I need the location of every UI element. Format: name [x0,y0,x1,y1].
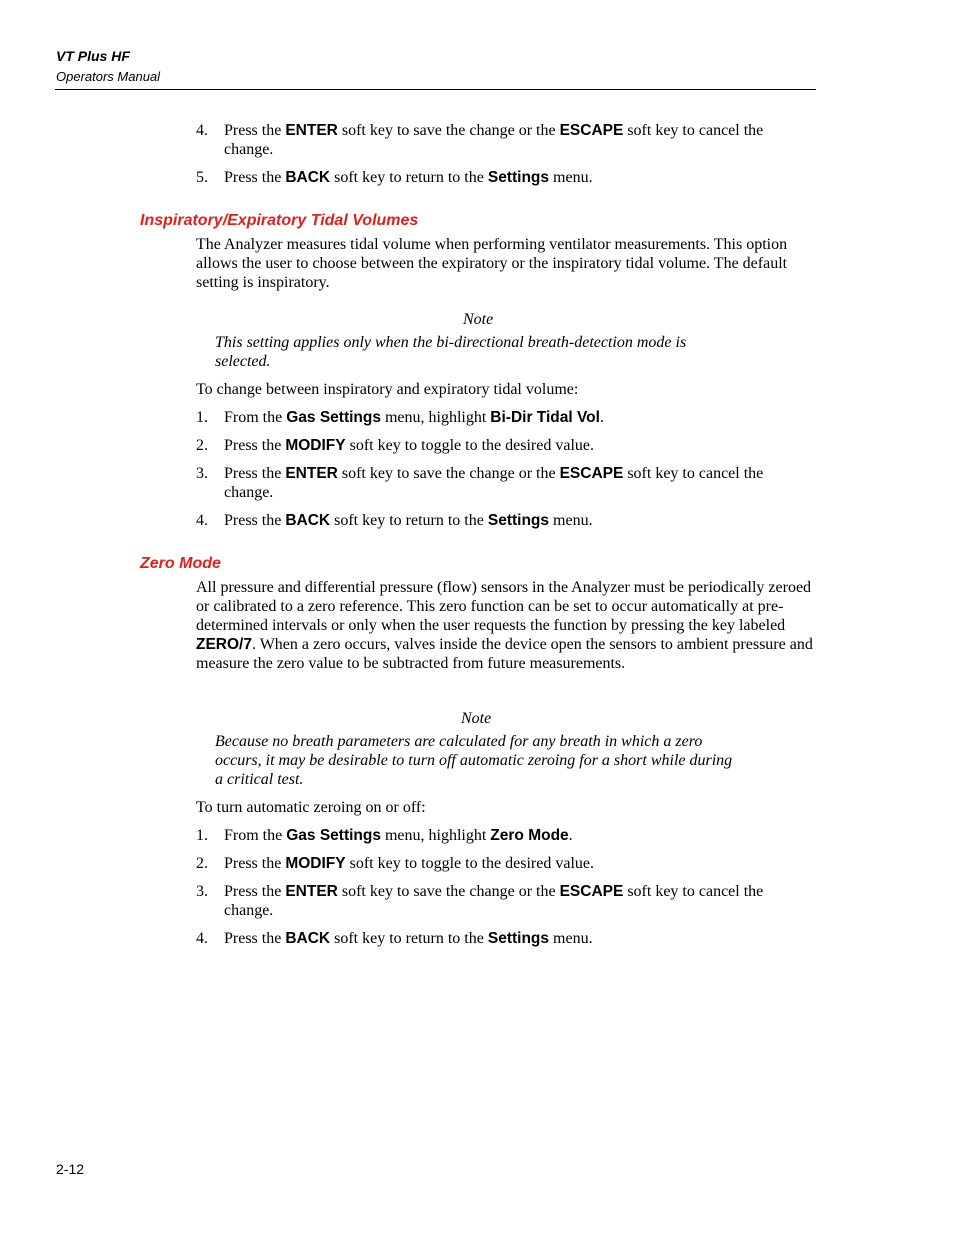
step-text: Press the ENTER soft key to save the change or the ESCAPE soft key to cancel the change. [224,122,764,158]
step-text: Press the BACK soft key to return to the Settings menu. [224,930,593,947]
key-term: MODIFY [285,437,346,454]
key-term: BACK [285,512,331,529]
step-text: Press the BACK soft key to return to the Settings menu. [224,169,593,186]
key-term: ESCAPE [559,883,624,900]
key-term: Gas Settings [286,409,381,426]
step-text: From the Gas Settings menu, highlight Zero Mode. [224,827,573,844]
note-label: Note [463,311,494,328]
step [196,826,816,845]
step [196,121,816,159]
step [196,168,816,187]
step-number: 4. [196,512,208,529]
note-text: Because no breath parameters are calculated for any breath in which a zero occurs, it may be desirable to turn off automatic zeroing for a short while during a critical test. [215,733,733,788]
step-text: From the Gas Settings menu, highlight Bi-Dir Tidal Vol. [224,409,604,426]
key-term: BACK [285,169,331,186]
running-header-subtitle: Operators Manual [56,69,161,84]
step [196,408,816,427]
key-term: ESCAPE [559,465,624,482]
zero-mode-paragraph: All pressure and differential pressure (flow) sensors in the Analyzer must be periodically zeroed or calibrated to a zero reference. This zero function can be set to occur automatically at pre-determined intervals or only when the user requests the function by pressing the key labeled ZERO/7. When a zero occurs, valves inside the device open the sensors to ambient pressure and measure the zero value to be subtracted from future measurements. [196,579,813,672]
key-term: ENTER [285,883,338,900]
key-term: Settings [487,512,550,529]
step-number: 4. [196,930,208,947]
step-text: Press the BACK soft key to return to the Settings menu. [224,512,593,529]
step-number: 2. [196,437,208,454]
step [196,854,816,873]
note-label: Note [461,710,492,727]
step [196,929,816,948]
step [196,464,816,502]
key-term: Gas Settings [286,827,381,844]
key-term: ESCAPE [559,122,624,139]
step-number: 4. [196,122,208,139]
step-text: Press the MODIFY soft key to toggle to the desired value. [224,855,594,872]
step-text: Press the ENTER soft key to save the change or the ESCAPE soft key to cancel the change. [224,883,764,919]
step-number: 3. [196,465,208,482]
step-number: 5. [196,169,208,186]
running-header-title: VT Plus HF [56,48,130,64]
key-term: ENTER [285,122,338,139]
section-heading-zero-mode: Zero Mode [140,555,221,572]
step-text: Press the MODIFY soft key to toggle to the desired value. [224,437,594,454]
key-term: Settings [487,930,550,947]
header-rule [55,89,816,90]
step-number: 1. [196,409,208,426]
key-term: Settings [487,169,550,186]
step [196,511,816,530]
section-heading-tidal-volumes: Inspiratory/Expiratory Tidal Volumes [140,212,419,229]
tidal-volume-paragraph: The Analyzer measures tidal volume when performing ventilator measurements. This option allows the user to choose between the expiratory or the inspiratory tidal volume. The default setting is inspiratory. [196,236,788,291]
procedure-intro: To turn automatic zeroing on or off: [196,799,426,816]
page-number: 2-12 [56,1161,85,1177]
key-term: BACK [285,930,331,947]
key-term: Zero Mode [490,827,569,844]
key-term: MODIFY [285,855,346,872]
step-text: Press the ENTER soft key to save the change or the ESCAPE soft key to cancel the change. [224,465,764,501]
key-term: ENTER [285,465,338,482]
key-term: ZERO/7 [196,636,252,653]
note-text: This setting applies only when the bi-directional breath-detection mode is selected. [215,334,687,370]
key-term: Bi-Dir Tidal Vol [490,409,600,426]
step [196,882,816,920]
step-number: 2. [196,855,208,872]
procedure-intro: To change between inspiratory and expiratory tidal volume: [196,381,579,398]
step-number: 1. [196,827,208,844]
step [196,436,816,455]
step-number: 3. [196,883,208,900]
